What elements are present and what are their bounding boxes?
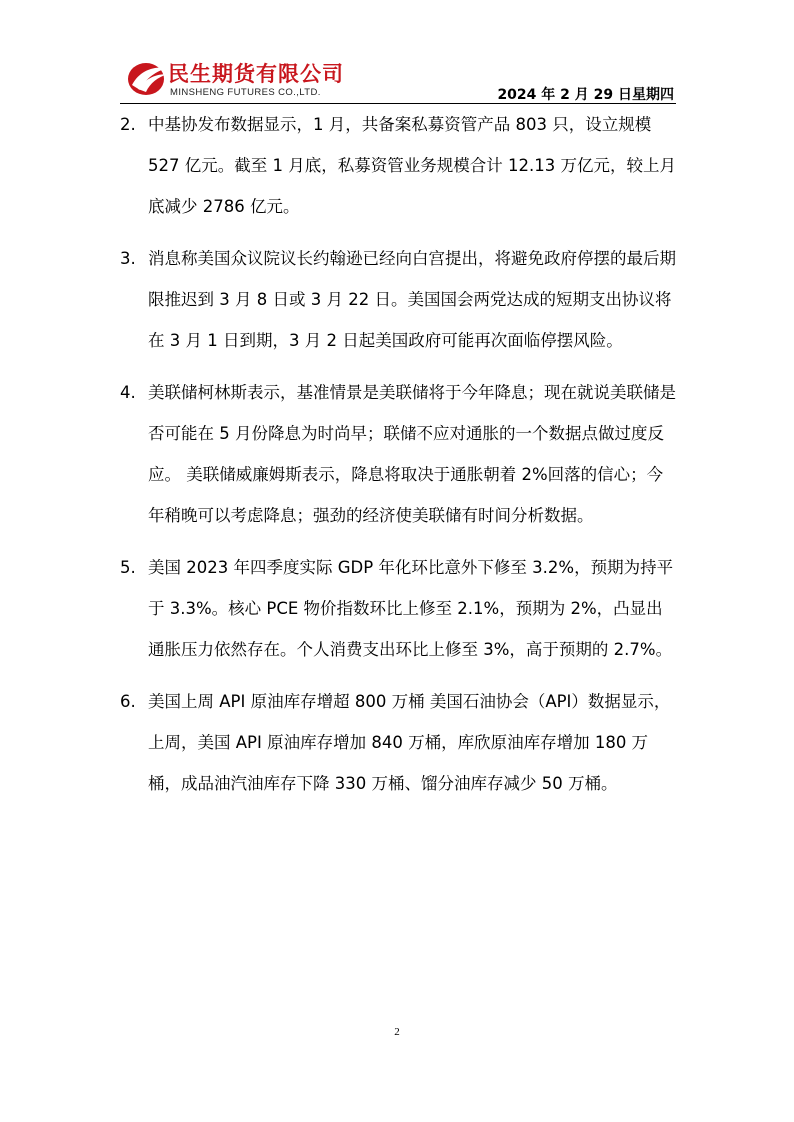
logo-chinese-name: 民生期货有限公司 — [168, 62, 344, 86]
item-number: 3. — [120, 249, 136, 268]
company-logo — [126, 56, 366, 100]
news-list — [120, 104, 676, 815]
news-item — [120, 104, 676, 227]
minsheng-logo-icon — [126, 58, 170, 98]
item-number: 6. — [120, 692, 136, 711]
item-text: 美联储柯林斯表示，基准情景是美联储将于今年降息；现在就说美联储是否可能在 5 月份降息为时尚早；联储不应对通胀的一个数据点做过度反应。 美联储威廉姆斯表示，降息将取决于通胀朝着 2%回落的信心；今年稍晚可以考虑降息；强劲的经济使美联储有时间分析数据。 — [148, 383, 676, 525]
item-text: 中基协发布数据显示，1 月，共备案私募资管产品 803 只，设立规模 527 亿元。截至 1 月底，私募资管业务规模合计 12.13 万亿元，较上月底减少 2786 亿元。 — [148, 115, 676, 216]
news-item — [120, 681, 676, 804]
item-number: 4. — [120, 383, 136, 402]
item-number: 5. — [120, 558, 136, 577]
news-item — [120, 547, 676, 670]
news-item — [120, 238, 676, 361]
item-number: 2. — [120, 115, 136, 134]
news-item — [120, 372, 676, 536]
report-date: 2024 年 2 月 29 日星期四 — [497, 87, 674, 103]
item-text: 美国上周 API 原油库存增超 800 万桶 美国石油协会（API）数据显示，上周，美国 API 原油库存增加 840 万桶，库欣原油库存增加 180 万桶，成品油汽油库存下降 330 万桶、馏分油库存减少 50 万桶。 — [148, 692, 671, 793]
page-number: 2 — [394, 1026, 400, 1038]
item-text: 美国 2023 年四季度实际 GDP 年化环比意外下修至 3.2%，预期为持平于 3.3%。核心 PCE 物价指数环比上修至 2.1%，预期为 2%，凸显出通胀压力依然存在。个人消费支出环比上修至 3%，高于预期的 2.7%。 — [148, 558, 674, 659]
page-header — [120, 52, 676, 104]
item-text: 消息称美国众议院议长约翰逊已经向白宫提出，将避免政府停摆的最后期限推迟到 3 月 8 日或 3 月 22 日。美国国会两党达成的短期支出协议将在 3 月 1 日到期，3 月 2 日起美国政府可能再次面临停摆风险。 — [148, 249, 676, 350]
logo-english-name: MINSHENG FUTURES CO.,LTD. — [170, 87, 321, 98]
